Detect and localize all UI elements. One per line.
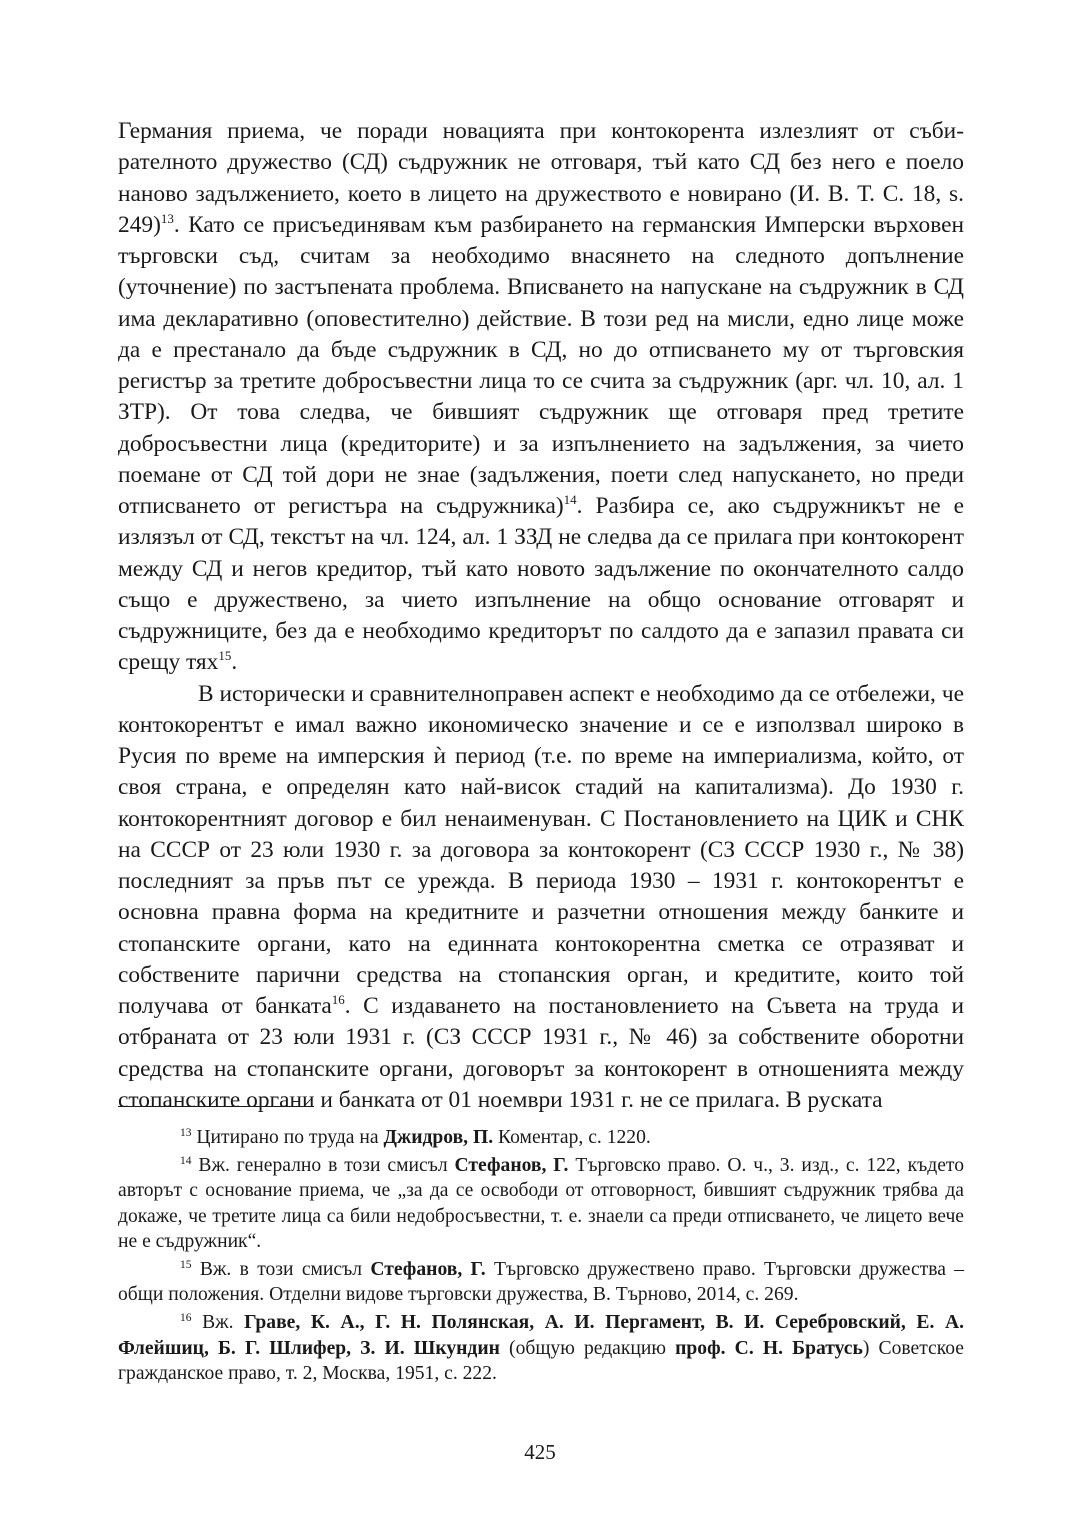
footnote-number: 13 [180,1127,192,1139]
footnote-text: Вж. генерално в този смисъл [191,1154,455,1176]
footnote-text: (общую редакцию [499,1337,676,1359]
paragraph-footnote-ref: 16 [331,992,345,1007]
footnote-text: ) Советское гражданское право, т. 2, Москва, 1951, с. 222. [118,1337,964,1385]
paragraph-footnote-ref: 15 [218,648,232,664]
paragraph-footnote-ref: 13 [160,210,174,226]
paragraph-text: . С издаването на постановлението на Съвета на труда и отбраната от 23 юли 1931 г. (СЗ СССР 1931 г., № 46) за собствените оборотни средства на стопанските органи, договорът за контокорент в отношенията между стопанските органи и банката от 01 ноември 1931 г. не се прилага. В руската [118,993,964,1113]
footnote-separator [118,1106,314,1107]
paragraph-text: . [231,649,238,676]
paragraph-text: . Като се присъединявам към разбирането на германския Имперски върховен търговски съд, считам за необходимо внасянето на следното допълнение (уточнение) по застъпената проблема. Вписването на напускане на съдружник в СД има декларативно (оповестително) действие. В този ред на мисли, едно лице може да е престанало да бъде съдружник в СД, но до отписването му от търговския регистър за третите добросъвестни лица то се счита за съдружник (арг. чл. 10, ал. 1 ЗТР). От това следва, че бившият съдружник ще отговаря пред третите добросъвестни лица (кредиторите) и за изпълнението на задължения, за чието поемане от СД той дори не знае (задължения, поети след напускането, но преди отписването от регистъра на съдружника) [118,211,964,519]
footnote [118,1125,964,1150]
page-number: 425 [524,1440,556,1464]
footnote-text: Вж. в този смисъл [191,1259,371,1281]
paragraph-text: В исторически и сравнителноправен аспект е необходимо да се отбележи, че контокорентът е имал важно икономическо значение и се е използвал широко в Русия по време на имперския ѝ период (т.е. по време на империализма, който, от своя страна, е определян като най-висок стадий на капитализма). До 1930 г. контокорентният договор е бил ненаименуван. С Постановлението на ЦИК и СНК на СССР от 23 юли 1930 г. за договора за контокорент (СЗ СССР 1930 г., № 38) последният за пръв път се урежда. В периода 1930 – 1931 г. контокорентът е основна правна форма на кредитните и разчетни отношения между банките и стопанските органи, като на единната контокорентна сметка се отразяват и собствените парични средства на стопанския орган, и кредитите, които той получава от банката [118,680,964,1019]
footnote-bold-author: Граве, К. А., Г. Н. Полянская, А. И. Пергамент, В. И. Серебровский, Е. А. Флейшиц, Б. Г. Шлифер, З. И. Шкундин [118,1312,964,1359]
footnote-text: Цитирано по труда на [191,1127,384,1148]
footnote-number: 16 [180,1312,192,1325]
paragraph-text: Германия приема, че поради новацията при контокорента излезлият от събирателното дружество (СД) съдружник не отговаря, тъй като СД без него е поело наново задължението, което в лицето на дружеството е новирано (И. В. Т. С. 18, s. 249) [118,118,964,238]
footnote-bold-author: Стефанов, Г. [454,1154,569,1176]
main-text [118,116,964,1116]
paragraph [118,679,964,1117]
footnote [118,1257,964,1308]
footnote-bold-author: Джидров, П. [383,1127,494,1148]
footnotes [118,1125,964,1389]
paragraph [118,116,964,679]
footnote-text: Търговско право. О. ч., 3. изд., с. 122, където авторът с основание приема, че „за да се освободи от отговорност, бившият съдружник трябва да докаже, че третите лица са били недобросъвестни, т. е. знаели са преди отписването, че лицето вече не е съдружник“. [118,1154,965,1253]
footnote [118,1310,964,1386]
footnote-text: Вж. [191,1312,245,1334]
footnote [118,1153,964,1255]
paragraph-text: . Разбира се, ако съдружникът не е излязъл от СД, текстът на чл. 124, ал. 1 ЗЗД не следва да се прилага при контокорент между СД и негов кредитор, тъй като новото задължение по окончателното салдо също е дружествено, за чието изпълнение на общо основание отговарят и съдружниците, без да е необходимо кредиторът по салдото да е запазил правата си срещу тях [118,493,964,676]
footnote-text: Търговско дружествено право. Търговски дружества – общи положения. Отделни видове търговски дружества, В. Търново, 2014, с. 269. [118,1259,964,1306]
paragraph-footnote-ref: 14 [563,492,577,507]
footnote-bold-author: Стефанов, Г. [370,1259,486,1281]
footnote-number: 14 [180,1154,192,1167]
footnote-bold-author: проф. С. Н. Братусь [675,1337,863,1359]
footnote-text: Коментар, с. 1220. [493,1127,651,1148]
footnote-number: 15 [180,1259,192,1272]
